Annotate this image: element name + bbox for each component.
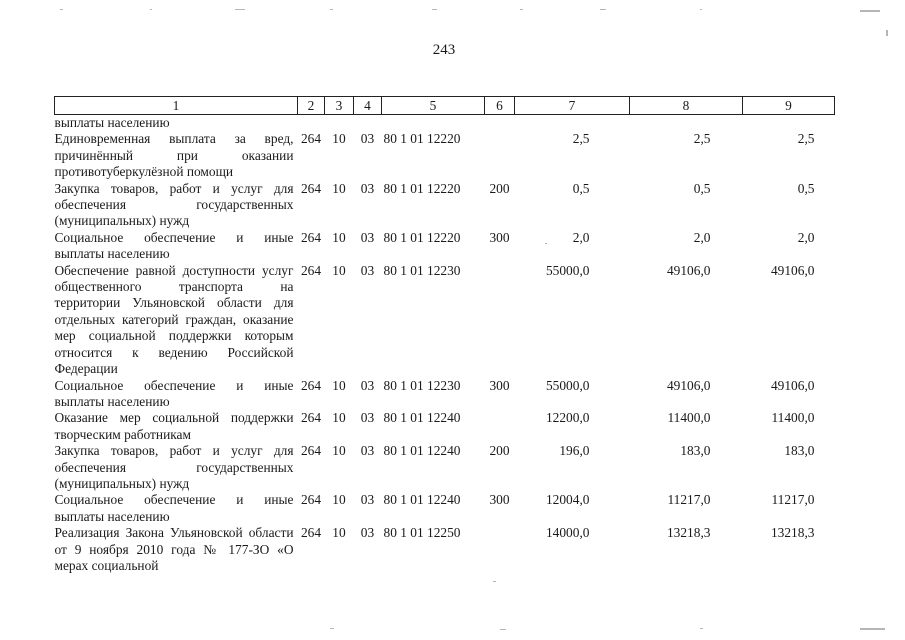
table-row — [55, 378, 835, 411]
row-code-section: 10 — [332, 410, 346, 426]
row-amount-col7: 2,0 — [572, 229, 590, 245]
row-code-subsection: 03 — [360, 229, 375, 245]
row-amount-col7 — [515, 115, 630, 132]
row-code-subsection: 03 — [360, 131, 375, 147]
row-code-section: 10 — [332, 180, 346, 196]
row-code-subsection: 03 — [360, 492, 375, 508]
row-code-target — [382, 115, 485, 132]
budget-table — [54, 96, 835, 574]
row-name: Закупка товаров, работ и услуг для обеспечения государственных (муниципальных) нужд — [54, 180, 294, 229]
table-row — [55, 115, 835, 132]
row-amount-col8: 49106,0 — [666, 262, 711, 278]
row-name: Социальное обеспечение и иные выплаты населению — [54, 377, 294, 409]
table-row — [55, 443, 835, 492]
column-header: 8 — [630, 97, 743, 115]
row-name: Оказание мер социальной поддержки творческим работникам — [54, 410, 294, 442]
row-amount-col7: 12200,0 — [545, 410, 590, 426]
table-row — [55, 131, 835, 180]
row-code-admin: 264 — [300, 131, 322, 147]
table-row — [55, 410, 835, 443]
row-amount-col8: 183,0 — [680, 443, 711, 459]
column-header: 3 — [325, 97, 354, 115]
row-code-subsection — [354, 115, 382, 132]
row-amount-col8: 11217,0 — [667, 492, 711, 508]
row-code-section: 10 — [332, 492, 346, 508]
row-amount-col9 — [743, 115, 835, 132]
row-amount-col9: 2,0 — [797, 229, 815, 245]
row-code-subsection: 03 — [360, 377, 375, 393]
row-amount-col7: 12004,0 — [545, 492, 590, 508]
row-amount-col8: 2,5 — [693, 131, 711, 147]
row-name: выплаты населению — [54, 115, 170, 130]
column-header: 7 — [515, 97, 630, 115]
row-code-subsection: 03 — [360, 262, 375, 278]
row-code-target: 80 1 01 12230 — [383, 377, 461, 393]
row-amount-col8: 11400,0 — [667, 410, 711, 426]
row-amount-col9: 13218,3 — [770, 525, 815, 541]
row-name: Единовременная выплата за вред, причинённый при оказании противотуберкулёзной помощи — [54, 131, 294, 180]
row-code-subsection: 03 — [360, 525, 375, 541]
row-name: Обеспечение равной доступности услуг общественного транспорта на территории Ульяновской области для отдельных категорий граждан, оказание мер социальной поддержки которым относится к ведению Российской Федерации — [54, 262, 294, 377]
row-code-admin: 264 — [300, 410, 322, 426]
row-code-expense-type: 200 — [489, 443, 510, 459]
row-code-admin: 264 — [300, 443, 322, 459]
column-header: 6 — [485, 97, 515, 115]
table-row — [55, 230, 835, 263]
row-code-target: 80 1 01 12220 — [383, 229, 461, 245]
row-amount-col8: 49106,0 — [666, 377, 711, 393]
row-amount-col7: 14000,0 — [545, 525, 590, 541]
row-code-expense-type: 300 — [489, 377, 510, 393]
table-header-row — [55, 97, 835, 115]
row-amount-col9: 49106,0 — [770, 377, 815, 393]
row-code-section — [325, 115, 354, 132]
row-name: Социальное обеспечение и иные выплаты населению — [54, 492, 294, 524]
row-amount-col7: 196,0 — [559, 443, 590, 459]
row-code-admin: 264 — [300, 525, 322, 541]
row-code-section: 10 — [332, 377, 346, 393]
table-body — [55, 115, 835, 575]
row-amount-col9: 11400,0 — [771, 410, 815, 426]
table-row — [55, 492, 835, 525]
row-amount-col9: 183,0 — [784, 443, 815, 459]
row-code-subsection: 03 — [360, 410, 375, 426]
row-code-admin: 264 — [300, 377, 322, 393]
column-header: 5 — [382, 97, 485, 115]
row-code-target: 80 1 01 12240 — [383, 410, 461, 426]
row-code-expense-type: 200 — [489, 180, 510, 196]
row-amount-col7: 2,5 — [572, 131, 590, 147]
row-code-admin: 264 — [300, 262, 322, 278]
row-amount-col7: 55000,0 — [545, 377, 590, 393]
row-amount-col9: 11217,0 — [771, 492, 815, 508]
row-amount-col9: 2,5 — [797, 131, 815, 147]
row-code-admin — [298, 115, 325, 132]
row-code-section: 10 — [332, 131, 346, 147]
row-name: Социальное обеспечение и иные выплаты населению — [54, 229, 294, 262]
row-code-admin: 264 — [300, 229, 322, 245]
row-code-expense-type — [485, 115, 515, 132]
row-code-expense-type — [485, 131, 515, 180]
column-header: 4 — [354, 97, 382, 115]
row-code-expense-type: 300 — [489, 492, 510, 508]
row-code-section: 10 — [332, 443, 346, 459]
column-header: 1 — [55, 97, 298, 115]
column-header: 9 — [743, 97, 835, 115]
row-code-expense-type — [485, 525, 515, 574]
row-amount-col7: 55000,0 — [545, 262, 590, 278]
row-name: Закупка товаров, работ и услуг для обеспечения государственных (муниципальных) нужд — [54, 443, 294, 491]
row-code-section: 10 — [332, 525, 346, 541]
row-name: Реализация Закона Ульяновской области от 9 ноября 2010 года № 177-ЗО «О мерах социальной — [54, 525, 294, 573]
row-amount-col8 — [630, 115, 743, 132]
page-number: 243 — [432, 42, 456, 58]
row-code-expense-type — [485, 263, 515, 378]
table-row — [55, 525, 835, 574]
row-code-target: 80 1 01 12240 — [383, 492, 461, 508]
row-amount-col8: 13218,3 — [666, 525, 711, 541]
row-code-section: 10 — [332, 229, 346, 245]
table-row — [55, 263, 835, 378]
row-amount-col8: 0,5 — [693, 180, 711, 196]
row-amount-col8: 2,0 — [693, 229, 711, 245]
row-code-target: 80 1 01 12220 — [383, 180, 461, 196]
row-code-target: 80 1 01 12240 — [383, 443, 461, 459]
column-header: 2 — [298, 97, 325, 115]
row-code-admin: 264 — [300, 492, 322, 508]
row-code-target: 80 1 01 12220 — [383, 131, 461, 147]
row-code-target: 80 1 01 12230 — [383, 262, 461, 278]
row-code-expense-type: 300 — [489, 229, 510, 245]
row-amount-col9: 0,5 — [797, 180, 815, 196]
row-code-admin: 264 — [300, 180, 322, 196]
row-amount-col9: 49106,0 — [770, 262, 815, 278]
row-code-target: 80 1 01 12250 — [383, 525, 461, 541]
row-code-expense-type — [485, 410, 515, 443]
row-amount-col7: 0,5 — [572, 180, 590, 196]
row-code-subsection: 03 — [360, 443, 375, 459]
table-row — [55, 181, 835, 230]
row-code-subsection: 03 — [360, 180, 375, 196]
row-code-section: 10 — [332, 262, 346, 278]
